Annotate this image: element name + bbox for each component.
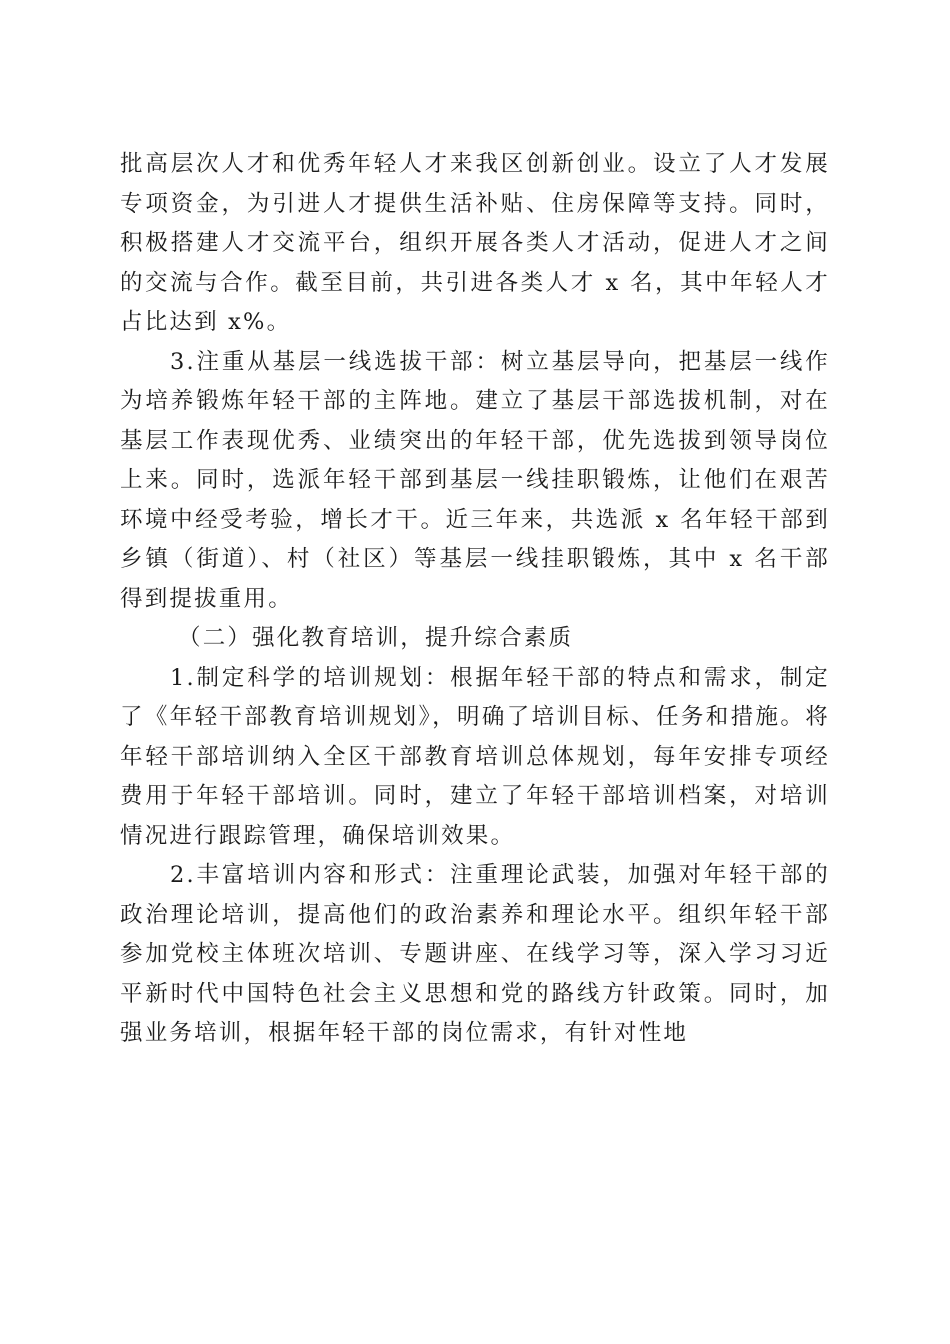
- paragraph-grassroots-selection: 3.注重从基层一线选拔干部：树立基层导向，把基层一线作为培养锻炼年轻干部的主阵地。建立了基层干部选拔机制，对在基层工作表现优秀、业绩突出的年轻干部，优先选拔到领导岗位上来。同时，选派年轻干部到基层一线挂职锻炼，让他们在艰苦环境中经受考验，增长才干。近三年来，共选派 x 名年轻干部到乡镇（街道）、村（社区）等基层一线挂职锻炼，其中 x 名干部得到提拔重用。: [120, 348, 830, 612]
- paragraph-training-content: 2.丰富培训内容和形式：注重理论武装，加强对年轻干部的政治理论培训，提高他们的政治素养和理论水平。组织年轻干部参加党校主体班次培训、专题讲座、在线学习等，深入学习习近平新时代中国特色社会主义思想和党的路线方针政策。同时，加强业务培训，根据年轻干部的岗位需求，有针对性地: [120, 862, 830, 1046]
- paragraph-talent-introduction: 批高层次人才和优秀年轻人才来我区创新创业。设立了人才发展专项资金，为引进人才提供生活补贴、住房保障等支持。同时，积极搭建人才交流平台，组织开展各类人才活动，促进人才之间的交流与合作。截至目前，共引进各类人才 x 名，其中年轻人才占比达到 x%。: [120, 151, 830, 335]
- paragraph-training-plan: 1.制定科学的培训规划：根据年轻干部的特点和需求，制定了《年轻干部教育培训规划》，明确了培训目标、任务和措施。将年轻干部培训纳入全区干部教育培训总体规划，每年安排专项经费用于年轻干部培训。同时，建立了年轻干部培训档案，对培训情况进行跟踪管理，确保培训效果。: [120, 664, 830, 849]
- document-body: [120, 145, 830, 1054]
- section-heading-education-training: （二）强化教育培训，提升综合素质: [178, 625, 574, 651]
